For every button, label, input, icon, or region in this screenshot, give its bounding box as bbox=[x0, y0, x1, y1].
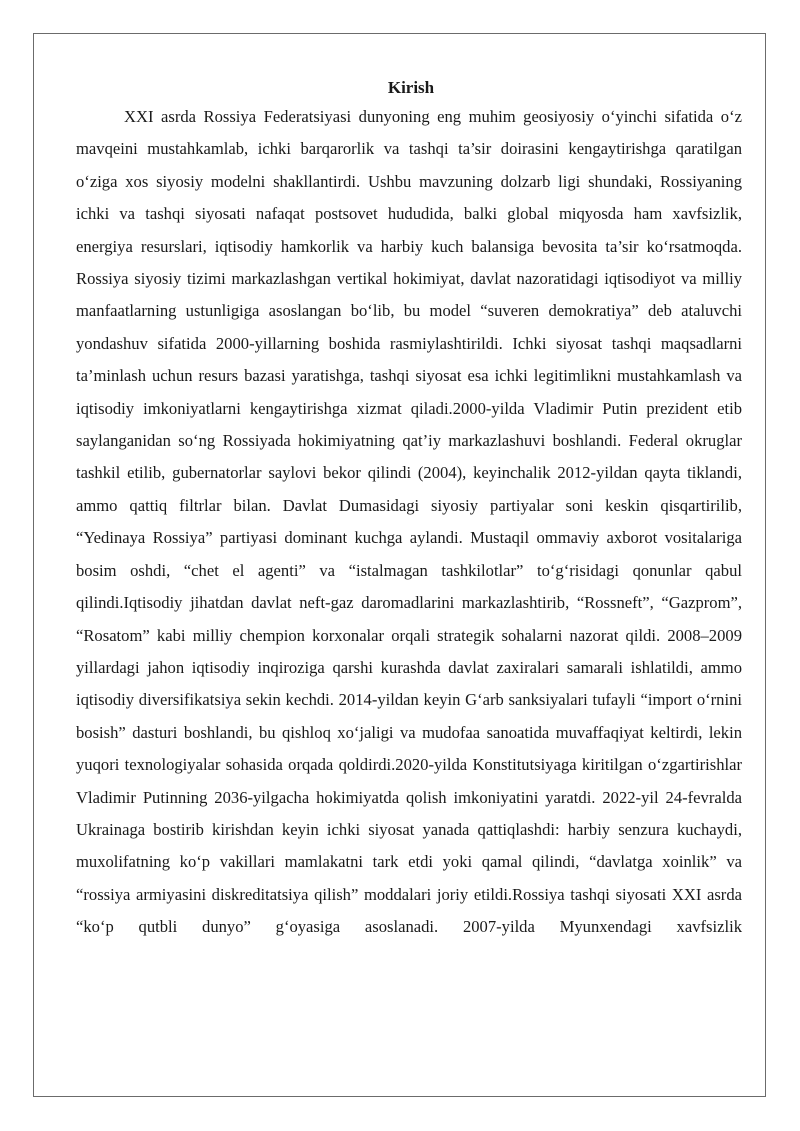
document-body bbox=[76, 74, 742, 944]
body-paragraph: XXI asrda Rossiya Federatsiyasi dunyoning eng muhim geosiyosiy o‘yinchi sifatida o‘z mavqeini mustahkamlab, ichki barqarorlik va tashqi ta’sir doirasini kengaytirishga qaratilgan o‘ziga xos siyosiy modelni shakllantirdi. Ushbu mavzuning dolzarb ligi shundaki, Rossiyaning ichki va tashqi siyosati nafaqat postsovet hududida, balki global miqyosda ham xavfsizlik, energiya resurslari, iqtisodiy hamkorlik va harbiy kuch balansiga bevosita ta’sir ko‘rsatmoqda. Rossiya siyosiy tizimi markazlashgan vertikal hokimiyat, davlat nazoratidagi iqtisodiyot va milliy manfaatlarning ustunligiga asoslangan bo‘lib, bu model “suveren demokratiya” deb ataluvchi yondashuv sifatida 2000-yillarning boshida rasmiylashtirildi. Ichki siyosat tashqi maqsadlarni ta’minlash uchun resurs bazasi yaratishga, tashqi siyosat esa ichki legitimlikni mustahkamlash va iqtisodiy imkoniyatlarni kengaytirishga xizmat qiladi.2000-yilda Vladimir Putin prezident etib saylanganidan so‘ng Rossiyada hokimiyatning qat’iy markazlashuvi boshlandi. Federal okruglar tashkil etilib, gubernatorlar saylovi bekor qilindi (2004), keyinchalik 2012-yildan qayta tiklandi, ammo qattiq filtrlar bilan. Davlat Dumasidagi siyosiy partiyalar soni keskin qisqartirilib, “Yedinaya Rossiya” partiyasi dominant kuchga aylandi. Mustaqil ommaviy axborot vositalariga bosim oshdi, “chet el agenti” va “istalmagan tashkilotlar” to‘g‘risidagi qonunlar qabul qilindi.Iqtisodiy jihatdan davlat neft-gaz daromadlarini markazlashtirib, “Rossneft”, “Gazprom”, “Rosatom” kabi milliy chempion korxonalar orqali strategik sohalarni nazorat qildi. 2008–2009 yillardagi jahon iqtisodiy inqiroziga qarshi kurashda davlat zaxiralari samarali ishlatildi, ammo iqtisodiy diversifikatsiya sekin kechdi. 2014-yildan keyin G‘arb sanksiyalari tufayli “import o‘rnini bosish” dasturi boshlandi, bu qishloq xo‘jaligi va mudofaa sanoatida muvaffaqiyat keltirdi, lekin yuqori texnologiyalar sohasida orqada qoldirdi.2020-yilda Konstitutsiyaga kiritilgan o‘zgartirishlar Vladimir Putinning 2036-yilgacha hokimiyatda qolish imkoniyatini yaratdi. 2022-yil 24-fevralda Ukrainaga bostirib kirishdan keyin ichki siyosat yanada qattiqlashdi: harbiy senzura kuchaydi, muxolifatning ko‘p vakillari mamlakatni tark etdi yoki qamal qilindi, “davlatga xoinlik” va “rossiya armiyasini diskreditatsiya qilish” moddalari joriy etildi.Rossiya tashqi siyosati XXI asrda “ko‘p qutbli dunyo” g‘oyasiga asoslanadi. 2007-yilda Myunxendagi xavfsizlik bbox=[76, 107, 742, 937]
document-title: Kirish bbox=[387, 78, 435, 97]
